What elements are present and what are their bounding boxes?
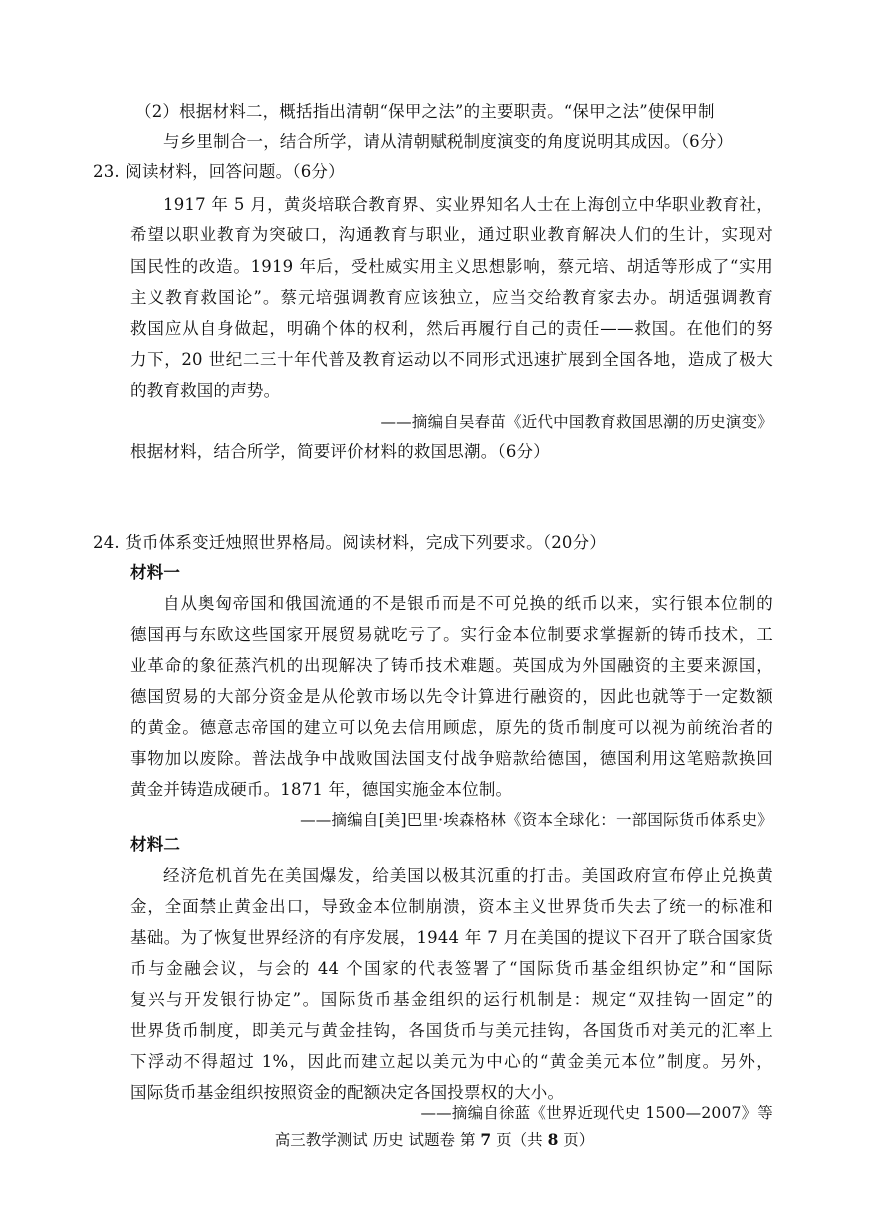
material-2-line: 金，全面禁止黄金出口，导致金本位制崩溃，资本主义世界货币失去了统一的标准和: [130, 897, 773, 916]
q23-para-line: 力下，20 世纪二三十年代普及教育运动以不同形式迅速扩展到全国各地，造成了极大: [130, 350, 773, 369]
q24-title: 24. 货币体系变迁烛照世界格局。阅读材料，完成下列要求。（20分）: [93, 533, 607, 552]
material-1-line: 业革命的象征蒸汽机的出现解决了铸币技术难题。英国成为外国融资的主要来源国，: [130, 656, 773, 675]
material-1-source: ——摘编自[美]巴里·埃森格林《资本全球化：一部国际货币体系史》: [300, 811, 773, 829]
material-1-line: 德国再与东欧这些国家开展贸易就吃亏了。实行金本位制要求掌握新的铸币技术，工: [130, 625, 773, 644]
material-2-line: 币与金融会议，与会的 44 个国家的代表签署了“国际货币基金组织协定”和“国际: [130, 959, 773, 978]
footer-page-number: 7: [480, 1130, 492, 1149]
footer-mid: 页（共: [491, 1131, 548, 1149]
material-1-line: 德国贸易的大部分资金是从伦敦市场以先令计算进行融资的，因此也就等于一定数额: [130, 687, 773, 706]
q23-para-line: 主义教育救国论”。蔡元培强调教育应该独立，应当交给教育家去办。胡适强调教育: [130, 288, 773, 307]
q22-part2-line1: （2）根据材料二，概括指出清朝“保甲之法”的主要职责。“保甲之法”使保甲制: [135, 102, 715, 121]
q23-title: 23. 阅读材料，回答问题。（6分）: [93, 162, 345, 181]
q23-para-line: 国民性的改造。1919 年后，受杜威实用主义思想影响，蔡元培、胡适等形成了“实用: [130, 257, 773, 276]
q23-question: 根据材料，结合所学，简要评价材料的救国思潮。（6分）: [130, 442, 550, 461]
material-2-line: 国际货币基金组织按照资金的配额决定各国投票权的大小。: [130, 1083, 565, 1102]
footer-prefix: 高三教学测试 历史 试题卷 第: [274, 1131, 481, 1149]
material-2-line: 经济危机首先在美国爆发，给美国以极其沉重的打击。美国政府宣布停止兑换黄: [163, 866, 773, 885]
material-1-label: 材料一: [130, 563, 181, 582]
material-2-line: 基础。为了恢复世界经济的有序发展，1944 年 7 月在美国的提议下召开了联合国家货: [130, 928, 773, 947]
page-footer: [0, 1128, 869, 1150]
material-2-label: 材料二: [130, 835, 181, 854]
q23-para-line: 希望以职业教育为突破口，沟通教育与职业，通过职业教育解决人们的生计，实现对: [130, 225, 773, 244]
material-1-line: 事物加以废除。普法战争中战败国法国支付战争赔款给德国，德国利用这笔赔款换回: [130, 749, 773, 768]
material-2-line: 世界货币制度，即美元与黄金挂钩，各国货币与美元挂钩，各国货币对美元的汇率上: [130, 1021, 773, 1040]
material-1-line: 自从奥匈帝国和俄国流通的不是银币而是不可兑换的纸币以来，实行银本位制的: [163, 594, 773, 613]
q23-para-line: 1917 年 5 月，黄炎培联合教育界、实业界知名人士在上海创立中华职业教育社，: [163, 195, 773, 214]
material-2-line: 复兴与开发银行协定”。国际货币基金组织的运行机制是：规定“双挂钩一固定”的: [130, 990, 773, 1009]
material-1-line: 的黄金。德意志帝国的建立可以免去信用顾虑，原先的货币制度可以视为前统治者的: [130, 718, 773, 737]
q22-part2-line2: 与乡里制合一，结合所学，请从清朝赋税制度演变的角度说明其成因。（6分）: [163, 132, 734, 151]
footer-total-pages: 8: [547, 1130, 559, 1149]
material-2-source: ——摘编自徐蓝《世界近现代史 1500—2007》等: [420, 1104, 773, 1122]
footer-suffix: 页）: [558, 1131, 595, 1149]
q23-para-line: 的教育救国的声势。: [130, 381, 281, 400]
q23-source: ——摘编自吴春苗《近代中国教育救国思潮的历史演变》: [380, 413, 773, 431]
q23-para-line: 救国应从自身做起，明确个体的权利，然后再履行自己的责任——救国。在他们的努: [130, 319, 773, 338]
material-1-line: 黄金并铸造成硬币。1871 年，德国实施金本位制。: [130, 780, 513, 799]
material-2-line: 下浮动不得超过 1%，因此而建立起以美元为中心的“黄金美元本位”制度。另外，: [130, 1052, 773, 1071]
